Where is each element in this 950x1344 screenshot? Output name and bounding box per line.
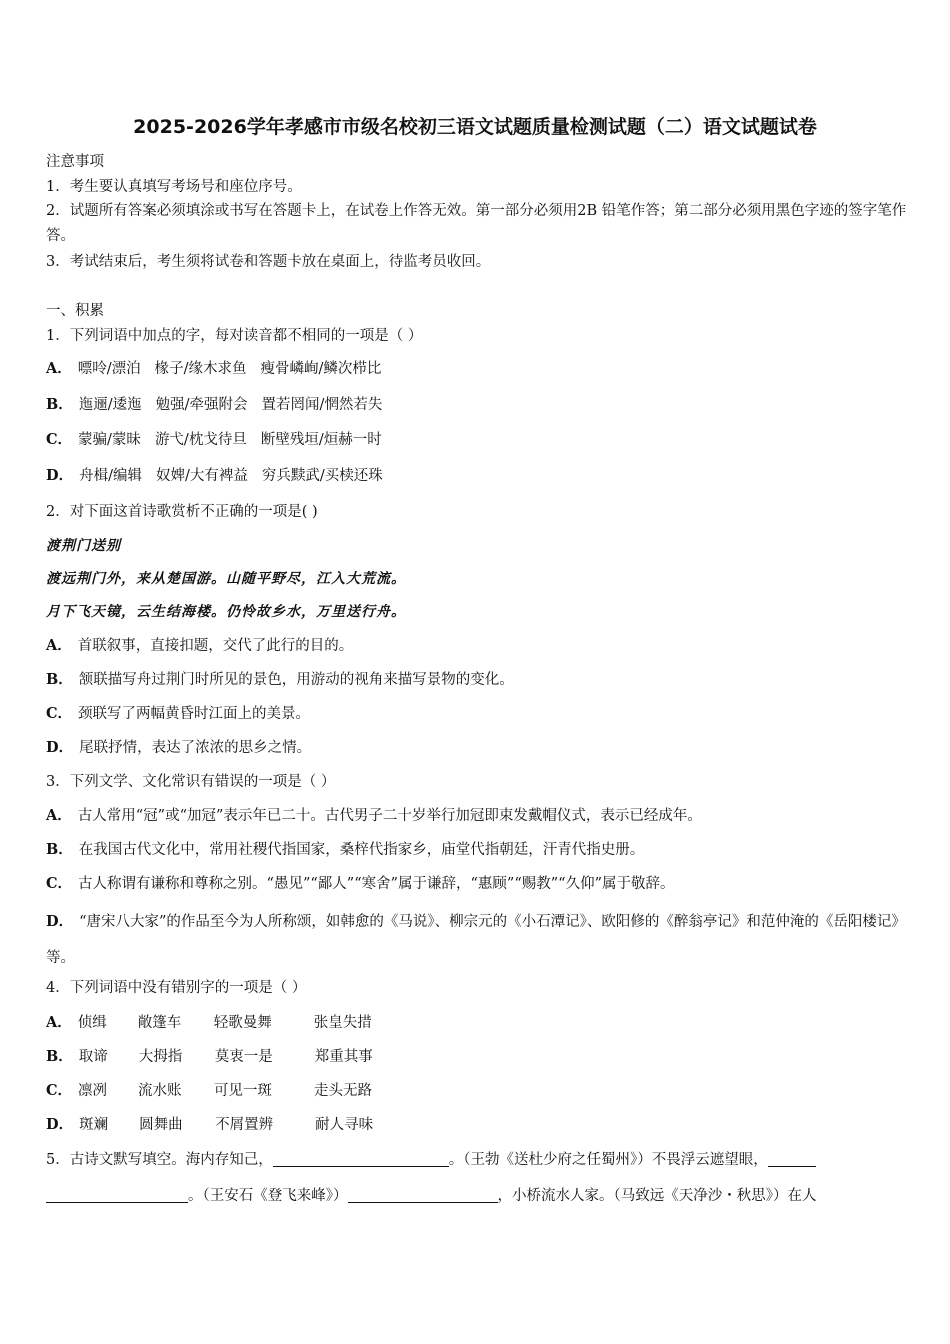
option-item: 凛冽: [78, 1083, 108, 1099]
option-item: 嘌呤/漂泊: [77, 361, 141, 377]
option-label: B．: [46, 1048, 73, 1065]
option-item: 耐人寻味: [315, 1117, 374, 1133]
question-text: 5．古诗文默写填空。海内存知己，: [46, 1152, 273, 1168]
option-label: C．: [46, 431, 73, 448]
page-title: 2025-2026学年孝感市市级名校初三语文试题质量检测试题（二）语文试题试卷: [133, 116, 817, 138]
option-item: 可见一斑: [214, 1083, 273, 1099]
answer-blank[interactable]: [46, 1186, 188, 1203]
notice-item: 1．考生要认真填写考场号和座位序号。: [46, 179, 302, 195]
option-row: [46, 874, 908, 894]
option-row: [46, 670, 908, 690]
question-stem: 3．下列文学、文化常识有错误的一项是（ ）: [46, 774, 336, 790]
option-row: [46, 840, 908, 860]
question-line: [46, 1186, 908, 1206]
option-label: A．: [46, 637, 72, 654]
option-item: 蒙骗/蒙昧: [78, 432, 141, 448]
notice-item: 3．考试结束后，考生须将试卷和答题卡放在桌面上，待监考员收回。: [46, 254, 491, 270]
option-label: A．: [46, 360, 72, 377]
option-row: [46, 359, 908, 379]
option-item: 勉强/牵强附会: [155, 397, 248, 413]
option-item: 轻歌曼舞: [213, 1015, 272, 1031]
option-label: D．: [46, 913, 74, 930]
option-text: 颔联描写舟过荆门时所见的景色，用游动的视角来描写景物的变化。: [78, 672, 514, 688]
option-item: 断壁残垣/烜赫一时: [260, 432, 382, 448]
poem-line: 月下飞天镜，云生结海楼。仍怜故乡水，万里送行舟。: [46, 604, 406, 620]
option-row: [46, 466, 908, 486]
option-label: B．: [46, 841, 73, 858]
option-item: 圆舞曲: [139, 1117, 183, 1133]
option-item: 游弋/枕戈待旦: [154, 432, 247, 448]
question-text: ，小桥流水人家。（马致远《天净沙・秋思》）在人: [497, 1188, 817, 1204]
option-item: 走头无路: [314, 1083, 373, 1099]
option-row: [46, 904, 908, 976]
option-text: 颈联写了两幅黄昏时江面上的美景。: [78, 706, 311, 722]
option-label: C．: [46, 705, 73, 722]
option-label: C．: [46, 875, 73, 892]
option-item: 奴婢/大有裨益: [155, 468, 248, 484]
option-item: 迤逦/逶迤: [78, 397, 142, 413]
option-label: A．: [46, 1014, 72, 1031]
option-text: “唐宋八大家”的作品至今为人所称颂，如韩愈的《马说》、柳宗元的《小石潭记》、欧阳修的《醉翁亭记》和范仲淹的《岳阳楼记》等。: [46, 914, 906, 966]
option-text: 尾联抒情，表达了浓浓的思乡之情。: [79, 740, 312, 756]
option-label: D．: [46, 1116, 74, 1133]
option-row: [46, 1013, 908, 1033]
section-heading: 一、积累: [46, 303, 104, 319]
option-label: A．: [46, 807, 72, 824]
option-text: 在我国古代文化中，常用社稷代指国家，桑梓代指家乡，庙堂代指朝廷，汗青代指史册。: [78, 842, 645, 858]
answer-blank[interactable]: [273, 1150, 449, 1167]
question-text: 。（王勃《送杜少府之任蜀州》）不畏浮云遮望眼，: [448, 1152, 768, 1168]
question-stem: 4．下列词语中没有错别字的一项是（ ）: [46, 980, 307, 996]
option-item: 舟楫/编辑: [79, 468, 142, 484]
option-text: 古人常用“冠”或“加冠”表示年已二十。古代男子二十岁举行加冠即束发戴帽仪式，表示已经成年。: [77, 808, 702, 824]
option-row: [46, 806, 908, 826]
option-item: 斑斓: [79, 1117, 109, 1133]
option-label: D．: [46, 739, 74, 756]
answer-blank[interactable]: [768, 1150, 816, 1167]
option-item: 流水账: [138, 1083, 182, 1099]
option-item: 穷兵黩武/买椟还珠: [261, 468, 383, 484]
option-item: 敞篷车: [137, 1015, 182, 1031]
question-stem: 1．下列词语中加点的字，每对读音都不相同的一项是（ ）: [46, 328, 423, 344]
question-text: 。（王安石《登飞来峰》）: [188, 1188, 348, 1204]
option-item: 张皇失措: [313, 1015, 372, 1031]
option-label: B．: [46, 396, 73, 413]
option-item: 椽子/缘木求鱼: [154, 361, 247, 377]
option-row: [46, 738, 908, 758]
option-row: [46, 704, 908, 724]
answer-blank[interactable]: [348, 1186, 498, 1203]
option-row: [46, 430, 908, 450]
option-item: 瘦骨嶙峋/鳞次栉比: [260, 361, 382, 377]
notice-heading: 注意事项: [46, 154, 104, 170]
option-item: 置若罔闻/惘然若失: [261, 397, 383, 413]
poem-line: 渡远荆门外，来从楚国游。山随平野尽，江入大荒流。: [46, 571, 406, 587]
question-stem: 2．对下面这首诗歌赏析不正确的一项是( ): [46, 504, 318, 520]
option-item: 不屑置辨: [215, 1117, 274, 1133]
option-label: B．: [46, 671, 73, 688]
option-row: [46, 1047, 908, 1067]
option-row: [46, 1081, 908, 1101]
option-text: 古人称谓有谦称和尊称之别。“愚见”“鄙人”“寒舍”属于谦辞，“惠顾”“赐教”“久仰”属于敬辞。: [78, 876, 675, 892]
option-item: 郑重其事: [314, 1049, 373, 1065]
option-item: 取谛: [78, 1049, 108, 1065]
option-label: C．: [46, 1082, 73, 1099]
option-item: 侦缉: [77, 1015, 107, 1031]
question-line: [46, 1150, 908, 1170]
option-row: [46, 395, 908, 415]
option-label: D．: [46, 467, 74, 484]
option-item: 大拇指: [138, 1049, 183, 1065]
notice-item: 2．试题所有答案必须填涂或书写在答题卡上，在试卷上作答无效。第一部分必须用2B 铅笔作答；第二部分必须用黑色字迹的签字笔作答。: [46, 203, 907, 244]
option-row: [46, 636, 908, 656]
option-row: [46, 1115, 908, 1135]
option-text: 首联叙事，直接扣题，交代了此行的目的。: [77, 638, 354, 654]
option-item: 莫衷一是: [214, 1049, 273, 1065]
poem-title: 渡荆门送别: [46, 538, 121, 554]
